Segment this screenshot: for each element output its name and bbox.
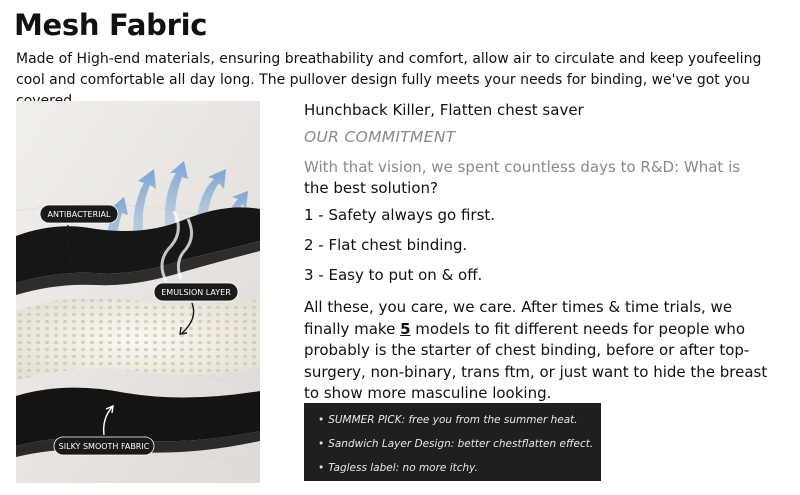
page-title: Mesh Fabric [14,8,208,42]
vision-grey-text: With that vision, we spent countless days to R&D: What is [304,158,741,176]
models-count: 5 [400,319,411,338]
commitment-item-3: 3 - Easy to put on & off. [304,266,483,284]
svg-text:EMULSION LAYER: EMULSION LAYER [161,288,231,297]
para-after: models to fit different needs for people who probably is the starter of chest binding, before or after top-surgery, non-binary, trans ftm, or just want to hide the breast to show more masculine looking. [304,319,768,402]
closing-paragraph [304,297,780,405]
features-box [304,403,601,481]
feature-item-2 [318,432,601,456]
svg-text:ANTIBACTERIAL: ANTIBACTERIAL [47,210,111,219]
vision-text [304,157,774,199]
commitment-item-2: 2 - Flat chest binding. [304,236,468,254]
bullet-icon: • [318,438,325,450]
feature-text: SUMMER PICK: free you from the summer heat. [328,414,578,426]
svg-text:SILKY SMOOTH FABRIC: SILKY SMOOTH FABRIC [58,442,150,451]
bullet-icon: • [318,462,325,474]
feature-item-3 [318,456,601,480]
feature-text: Sandwich Layer Design: better chestflatten effect. [328,438,594,450]
fabric-layers-svg [16,101,260,483]
bullet-icon: • [318,414,325,426]
commitment-item-1: 1 - Safety always go first. [304,206,496,224]
para-before: All these, you care, we care. After times & time trials, we finally make [304,298,733,338]
fabric-layers-illustration [16,101,260,483]
feature-item-1 [318,408,601,432]
headline: Hunchback Killer, Flatten chest saver [304,101,584,119]
vision-dark-text: the best solution? [304,179,438,197]
feature-text: Tagless label: no more itchy. [328,462,478,474]
intro-text: Made of High-end materials, ensuring breathability and comfort, allow air to circulate and keep youfeeling cool and comfortable all day long. The pullover design fully meets your needs for binding, we've got you [16,51,762,88]
commitment-heading: OUR COMMITMENT [304,128,456,146]
